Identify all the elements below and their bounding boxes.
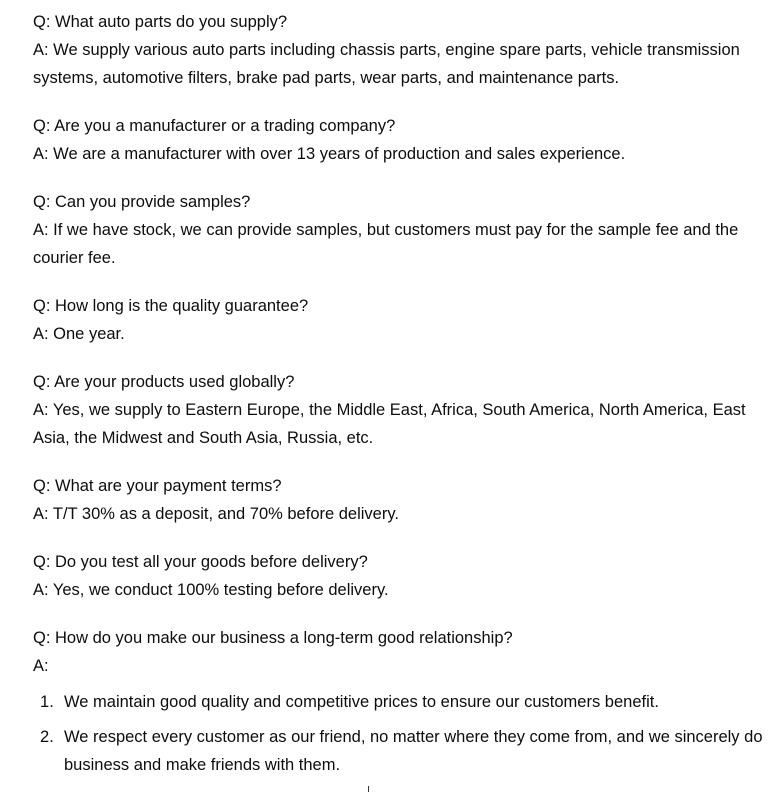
faq-item <box>33 368 773 452</box>
faq-question: Q: What auto parts do you supply? <box>33 13 288 31</box>
faq-item <box>33 8 773 92</box>
faq-item <box>33 292 773 348</box>
faq-question: Q: What are your payment terms? <box>33 477 282 495</box>
faq-answer: A: Yes, we supply to Eastern Europe, the Middle East, Africa, South America, North America, East Asia, the Midwest and South Asia, Russia, etc. <box>33 401 746 447</box>
faq-item <box>33 472 773 528</box>
text-cursor-icon <box>368 786 369 792</box>
faq-item <box>33 548 773 604</box>
faq-answer: A: If we have stock, we can provide samples, but customers must pay for the sample fee and the courier fee. <box>33 221 739 267</box>
answer-list <box>33 688 773 779</box>
faq-answer: A: T/T 30% as a deposit, and 70% before delivery. <box>33 505 399 523</box>
faq-question: Q: Are your products used globally? <box>33 373 295 391</box>
faq-question: Q: Are you a manufacturer or a trading company? <box>33 117 396 135</box>
faq-answer: A: We are a manufacturer with over 13 years of production and sales experience. <box>33 145 626 163</box>
faq-answer: A: We supply various auto parts including chassis parts, engine spare parts, vehicle transmission systems, automotive filters, brake pad parts, wear parts, and maintenance parts. <box>33 41 740 87</box>
faq-answer: A: Yes, we conduct 100% testing before delivery. <box>33 581 389 599</box>
faq-question: Q: How long is the quality guarantee? <box>33 297 309 315</box>
faq-question: Q: Do you test all your goods before delivery? <box>33 553 368 571</box>
faq-question: Q: How do you make our business a long-term good relationship? <box>33 629 513 647</box>
faq-answer: A: <box>33 657 49 675</box>
faq-item <box>33 188 773 272</box>
list-item: We respect every customer as our friend, no matter where they come from, and we sincerely do business and make friends with them. <box>64 728 763 774</box>
faq-answer: A: One year. <box>33 325 125 343</box>
faq-question: Q: Can you provide samples? <box>33 193 251 211</box>
faq-item <box>33 112 773 168</box>
list-item: We maintain good quality and competitive prices to ensure our customers benefit. <box>64 693 659 711</box>
faq-item <box>33 624 773 779</box>
faq-section <box>33 8 773 799</box>
